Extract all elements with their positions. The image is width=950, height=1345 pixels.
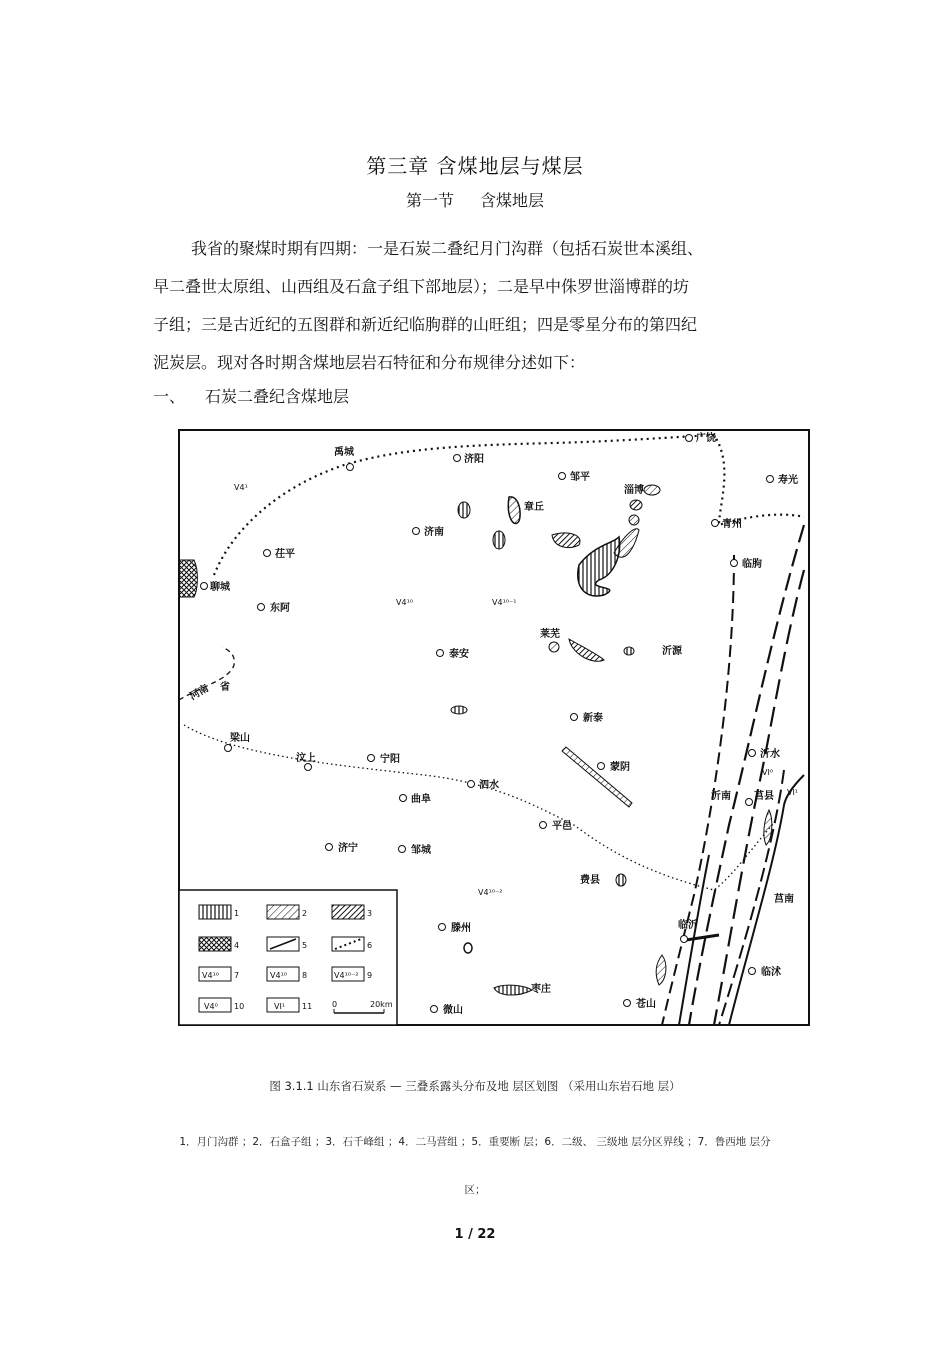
subheading-number: 一、 — [153, 387, 186, 406]
legend-swatch — [267, 905, 299, 919]
region-code: VI¹ — [787, 788, 799, 797]
body-line: 泥炭层。现对各时期含煤地层岩石特征和分布规律分述如下： — [153, 353, 586, 372]
legend-code: V4¹⁰⁻² — [334, 971, 359, 980]
legend-number: 9 — [367, 971, 373, 980]
city-marker — [540, 822, 547, 829]
section-title — [0, 188, 950, 211]
city-label: 微山 — [443, 1005, 463, 1016]
city-marker — [686, 435, 693, 442]
city-marker — [712, 520, 719, 527]
city-label: 沂源 — [662, 646, 682, 657]
city-marker — [437, 650, 444, 657]
figure-caption: 图 3.1.1 山东省石炭系 — 三叠系露头分布及地 层区划图 （采用山东岩石地 层） — [269, 1079, 681, 1093]
legend-swatch — [199, 905, 231, 919]
legend-number: 3 — [367, 909, 373, 918]
city-label: 茌平 — [275, 549, 295, 560]
outcrop-patch — [494, 985, 532, 995]
city-marker — [400, 795, 407, 802]
chapter-title: 第三章 含煤地层与煤层 — [366, 154, 584, 178]
legend-number: 6 — [367, 941, 373, 950]
city-label: 邹平 — [570, 472, 590, 483]
legend-number: 1 — [234, 909, 240, 918]
city-marker — [749, 750, 756, 757]
city-marker — [571, 714, 578, 721]
scale-label: 0 — [332, 1000, 338, 1009]
southern-boundary-line — [184, 725, 774, 890]
fault-line — [686, 935, 719, 940]
city-label: 淄博 — [624, 485, 644, 496]
legend-code: V4⁰ — [204, 1002, 218, 1011]
legend-number: 5 — [302, 941, 308, 950]
region-label: 省 — [220, 682, 230, 693]
outcrop-patch — [569, 639, 604, 661]
region-code: V4¹⁰⁻² — [478, 888, 503, 897]
city-marker — [624, 1000, 631, 1007]
city-label: 章丘 — [524, 502, 544, 513]
outcrop-patch — [451, 706, 467, 714]
city-marker — [264, 550, 271, 557]
city-label: 苍山 — [636, 999, 656, 1010]
fault-line — [662, 555, 734, 1025]
section-name: 含煤地层 — [480, 191, 545, 210]
city-label: 沂南 — [711, 791, 731, 802]
page-number: 1 / 22 — [454, 1227, 496, 1242]
city-label: 莱芜 — [540, 629, 560, 640]
city-label: 泗水 — [479, 780, 499, 791]
city-marker — [225, 745, 232, 752]
legend-number: 10 — [234, 1002, 245, 1011]
region-label: 河南 — [188, 683, 211, 703]
outcrop-patch — [644, 485, 660, 495]
city-marker — [431, 1006, 438, 1013]
city-label: 枣庄 — [531, 984, 551, 995]
legend-number: 11 — [302, 1002, 313, 1011]
subheading-title: 石炭二叠纪含煤地层 — [205, 387, 350, 406]
legend-number: 8 — [302, 971, 308, 980]
city-marker — [746, 799, 753, 806]
body-line: 子组；三是古近纪的五图群和新近纪临朐群的山旺组；四是零星分布的第四纪 — [153, 315, 698, 334]
city-label: 济宁 — [338, 843, 358, 854]
city-label: 临朐 — [742, 559, 762, 570]
city-marker — [681, 936, 688, 943]
city-label: 梁山 — [230, 733, 250, 744]
city-label: 沂水 — [760, 749, 780, 760]
city-marker — [731, 560, 738, 567]
outcrop-patch — [549, 642, 559, 652]
map-legend — [179, 890, 397, 1025]
city-label: 广饶 — [696, 433, 716, 444]
city-label: 曲阜 — [411, 794, 431, 805]
city-marker — [258, 604, 265, 611]
section-number: 第一节 — [405, 191, 454, 210]
city-label: 寿光 — [778, 475, 798, 486]
city-label: 新泰 — [583, 713, 603, 724]
city-label: 滕州 — [451, 923, 471, 934]
region-code: V4¹⁰⁻¹ — [492, 598, 517, 607]
city-marker — [598, 763, 605, 770]
city-marker — [749, 968, 756, 975]
body-line: 早二叠世太原组、山西组及石盒子组下部地层）；二是早中侏罗世淄博群的坊 — [153, 277, 690, 296]
city-marker — [201, 583, 208, 590]
outcrop-patch — [624, 647, 634, 655]
legend-number: 2 — [302, 909, 308, 918]
body-paragraph — [153, 230, 803, 382]
city-label: 济南 — [424, 527, 444, 538]
city-label: 禹城 — [334, 447, 354, 458]
region-code: VI⁰ — [762, 768, 774, 777]
city-marker — [399, 846, 406, 853]
city-marker — [368, 755, 375, 762]
legend-explanation: 1．月门沟群 ；2．石盒子组 ；3．石千峰组 ；4．二马营组 ；5．重要断 层；6．二级、 三级地 层分区界线 ；7．鲁西地 层分 — [179, 1136, 771, 1148]
scale-label: 20km — [370, 1000, 393, 1009]
legend-code: VI¹ — [274, 1002, 286, 1011]
body-line: 我省的聚煤时期有四期：一是石炭二叠纪月门沟群（包括石炭世本溪组、 — [191, 239, 704, 258]
region-code: V4¹ — [234, 483, 248, 492]
outcrop-patch — [464, 943, 472, 953]
outcrop-patch — [616, 874, 626, 886]
city-label: 汶上 — [296, 753, 316, 764]
city-label: 聊城 — [210, 582, 230, 593]
outcrop-patch — [578, 537, 620, 596]
city-label: 济阳 — [464, 454, 484, 465]
city-label: 莒南 — [774, 894, 794, 905]
outcrop-patch — [458, 502, 470, 518]
outcrop-patch — [630, 500, 642, 510]
city-label: 平邑 — [552, 821, 572, 832]
outcrop-patch — [508, 497, 520, 524]
city-label: 莒县 — [754, 791, 774, 802]
legend-swatch — [199, 937, 231, 951]
city-label: 宁阳 — [380, 754, 400, 765]
fault-line — [689, 525, 804, 1025]
geologic-map — [174, 425, 814, 1030]
city-label: 费县 — [580, 875, 600, 886]
city-marker — [413, 528, 420, 535]
outcrop-patch — [629, 515, 639, 525]
city-label: 泰安 — [449, 649, 469, 660]
city-label: 邹城 — [411, 845, 431, 856]
legend-swatch — [332, 905, 364, 919]
city-label: 临沭 — [761, 967, 781, 978]
city-marker — [454, 455, 461, 462]
legend-number: 7 — [234, 971, 240, 980]
legend-number: 4 — [234, 941, 240, 950]
city-marker — [468, 781, 475, 788]
legend-code: V4¹⁰ — [202, 971, 219, 980]
city-marker — [559, 473, 566, 480]
city-marker — [439, 924, 446, 931]
legend-explanation-continued: 区； — [464, 1184, 486, 1196]
city-label: 蒙阴 — [610, 762, 630, 773]
outcrop-patch — [179, 560, 197, 597]
region-code: V4¹⁰ — [396, 598, 413, 607]
outcrop-patch — [562, 747, 632, 807]
outcrop-patch — [656, 955, 666, 985]
city-marker — [767, 476, 774, 483]
outcrop-patch — [493, 531, 505, 549]
city-label: 临沂 — [678, 920, 698, 931]
city-label: 青州 — [722, 519, 742, 530]
outcrop-patch — [552, 533, 580, 547]
city-marker — [347, 464, 354, 471]
city-marker — [326, 844, 333, 851]
city-marker — [305, 764, 312, 771]
legend-code: V4¹⁰ — [270, 971, 287, 980]
city-label: 东阿 — [270, 603, 290, 614]
subheading — [153, 384, 349, 407]
